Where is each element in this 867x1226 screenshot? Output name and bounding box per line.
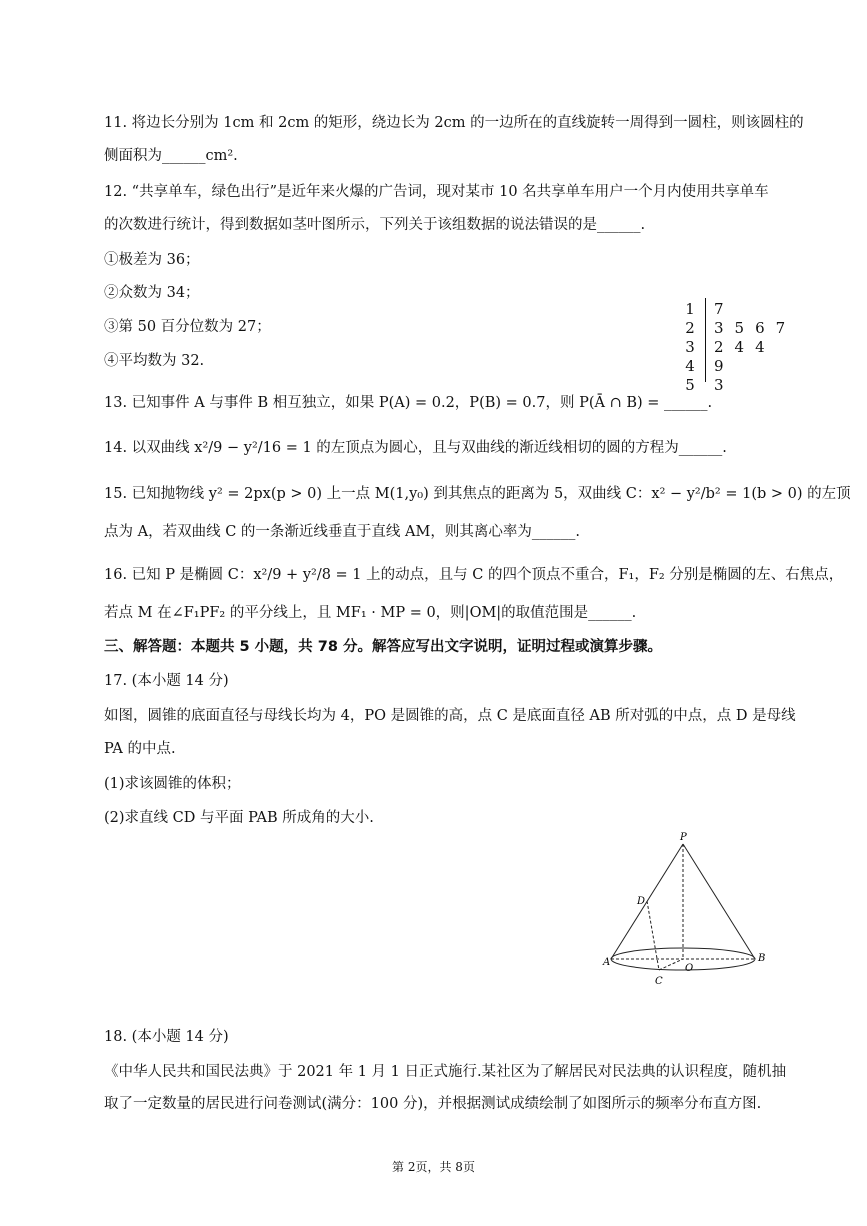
q16-line2: 若点 M 在∠F₁PF₂ 的平分线上，且 MF₁ · MP = 0，则|OM|的取值范围是______. xyxy=(104,605,637,621)
q17-part2: (2)求直线 CD 与平面 PAB 所成角的大小. xyxy=(104,810,374,826)
label-a: A xyxy=(603,957,611,968)
cone-slant-right xyxy=(683,844,755,959)
stem-value: 4 xyxy=(685,357,695,375)
label-d: D xyxy=(637,896,646,907)
q17-line1: 如图，圆锥的底面直径与母线长均为 4，PO 是圆锥的高，点 C 是底面直径 AB 所对弧的中点，点 D 是母线 xyxy=(104,708,796,724)
q18-line2: 取了一定数量的居民进行问卷测试(满分：100 分)，并根据测试成绩绘制了如图所示的频率分布直方图. xyxy=(104,1096,762,1112)
leaf-values: 7 xyxy=(714,300,735,318)
label-b: B xyxy=(758,953,766,964)
label-c: C xyxy=(655,976,663,987)
q17-line2: PA 的中点. xyxy=(104,741,176,757)
q15-line2: 点为 A，若双曲线 C 的一条渐近线垂直于直线 AM，则其离心率为______. xyxy=(104,524,580,540)
stem-value: 1 xyxy=(685,300,695,318)
label-o: O xyxy=(685,963,694,974)
q18-line1: 《中华人民共和国民法典》于 2021 年 1 月 1 日正式施行.某社区为了解居民对民法典的认识程度，随机抽 xyxy=(104,1064,787,1080)
stem-leaf-row xyxy=(680,300,735,319)
stem-leaf-divider xyxy=(705,298,706,382)
q11-line2: 侧面积为______cm². xyxy=(104,148,238,164)
q17-part1: (1)求该圆锥的体积； xyxy=(104,776,241,792)
leaf-values: 244 xyxy=(714,338,776,356)
q14-text: 14. 以双曲线 x²/9 − y²/16 = 1 的左顶点为圆心，且与双曲线的渐近线相切的圆的方程为______. xyxy=(104,440,727,456)
q13-text: 13. 已知事件 A 与事件 B 相互独立，如果 P(A) = 0.2，P(B) = 0.7，则 P(Ā ∩ B) = ______. xyxy=(104,395,713,411)
stem-leaf-row xyxy=(680,319,797,338)
q16-line1: 16. 已知 P 是椭圆 C：x²/9 + y²/8 = 1 上的动点，且与 C 的四个顶点不重合，F₁，F₂ 分别是椭圆的左、右焦点， xyxy=(104,567,844,583)
stem-value: 5 xyxy=(685,376,695,394)
q12-option-3: ③第 50 百分位数为 27； xyxy=(104,319,271,335)
leaf-values: 3 xyxy=(714,376,735,394)
stem-leaf-plot xyxy=(680,300,797,395)
q18-header: 18. (本小题 14 分) xyxy=(104,1029,229,1045)
stem-value: 2 xyxy=(685,319,695,337)
q12-option-4: ④平均数为 32. xyxy=(104,353,205,369)
page-footer: 第 2页，共 8页 xyxy=(392,1160,475,1174)
leaf-values: 9 xyxy=(714,357,735,375)
section-3-heading: 三、解答题：本题共 5 小题，共 78 分。解答应写出文字说明，证明过程或演算步骤。 xyxy=(104,639,662,655)
q17-header: 17. (本小题 14 分) xyxy=(104,673,229,689)
segment-dc xyxy=(647,901,659,970)
q12-line2: 的次数进行统计，得到数据如茎叶图所示，下列关于该组数据的说法错误的是______. xyxy=(104,217,646,233)
leaf-values: 3567 xyxy=(714,319,797,337)
stem-leaf-row xyxy=(680,338,776,357)
segment-co xyxy=(659,959,683,970)
stem-value: 3 xyxy=(685,338,695,356)
q12-option-2: ②众数为 34； xyxy=(104,285,200,301)
q11-line1: 11. 将边长分别为 1cm 和 2cm 的矩形，绕边长为 2cm 的一边所在的直线旋转一周得到一圆柱，则该圆柱的 xyxy=(104,115,804,131)
q12-option-1: ①极差为 36； xyxy=(104,252,200,268)
label-p: P xyxy=(680,832,687,843)
q12-line1: 12. “共享单车，绿色出行”是近年来火爆的广告词，现对某市 10 名共享单车用户一个月内使用共享单车 xyxy=(104,184,769,200)
cone-figure xyxy=(595,828,775,993)
q15-line1: 15. 已知抛物线 y² = 2px(p > 0) 上一点 M(1,y₀) 到其焦点的距离为 5，双曲线 C：x² − y²/b² = 1(b > 0) 的左顶 xyxy=(104,486,851,502)
stem-leaf-row xyxy=(680,357,735,376)
